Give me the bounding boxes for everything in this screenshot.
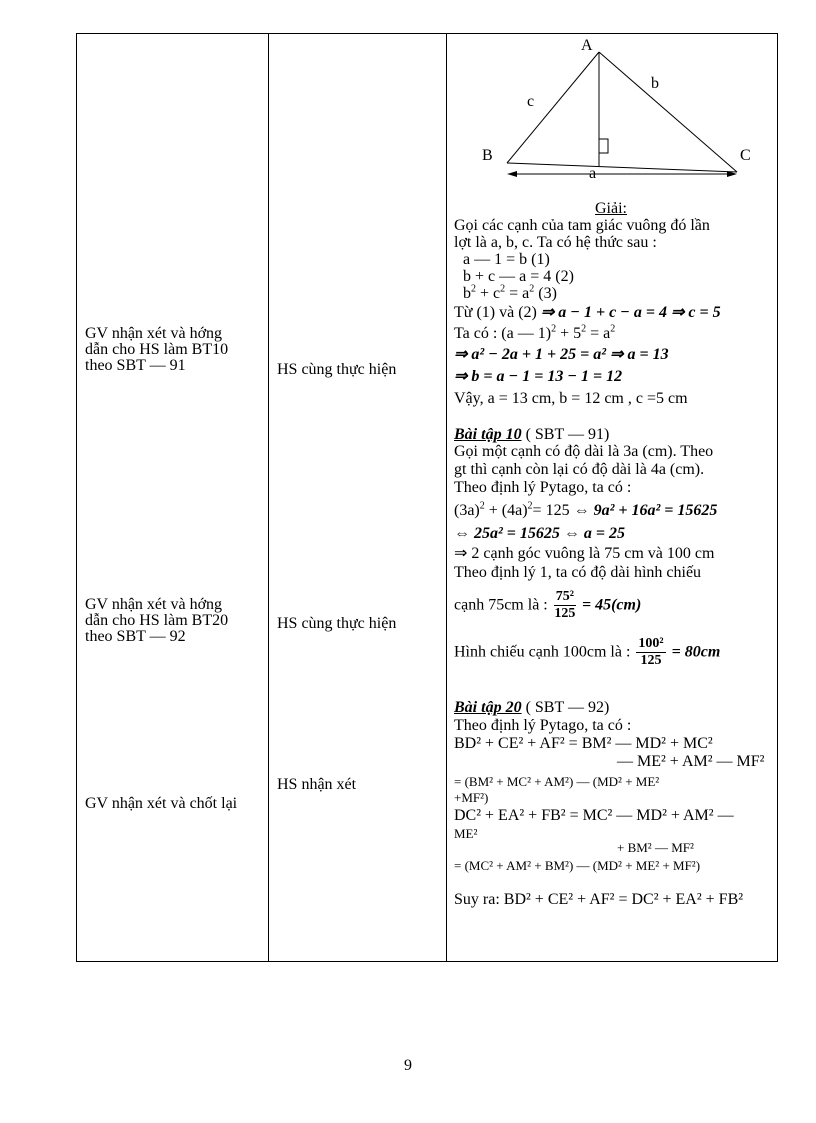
fraction: $\frac{\text{100²}}{125}$ xyxy=(638,636,664,668)
teacher-note-2: GV nhận xét và hớng dẫn cho HS làm BT20 theo SBT — 92 xyxy=(85,596,229,645)
exercise-10-line: ⇒ 2 cạnh góc vuông là 75 cm và 100 cm xyxy=(454,545,715,562)
equation-3: $b^2 + c^2 = a^2$ (3) xyxy=(463,283,557,302)
solution-line: Ta có : (a — $1)^2 + 5^2 = a^2$ xyxy=(454,323,616,342)
solution-line: Gọi các cạnh của tam giác vuông đó lần xyxy=(454,217,710,234)
vertex-c-label: C xyxy=(740,147,751,164)
exercise-10-line: Gọi một cạnh có độ dài là 3a (cm). Theo xyxy=(454,443,714,460)
student-note-1: HS cùng thực hiện xyxy=(277,361,397,378)
solution-line: lợt là a, b, c. Ta có hệ thức sau : xyxy=(454,234,657,251)
teacher-note-1: GV nhận xét và hớng dẫn cho HS làm BT10 theo SBT — 91 xyxy=(85,325,229,374)
solution-line: Từ (1) và (2) ⇒ a − 1 + c − a = 4 ⇒ c = 5 xyxy=(454,304,721,321)
exercise-20-heading: Bài tập 20 ( SBT — 92) xyxy=(454,699,610,716)
equation-2: b + c — a = 4 (2) xyxy=(463,268,574,285)
side-a-label: a xyxy=(589,165,597,182)
vertex-b-label: B xyxy=(482,147,493,164)
exercise-20-line: Theo định lý Pytago, ta có : xyxy=(454,717,632,734)
lesson-table xyxy=(76,33,778,962)
exercise-20-line: ME² xyxy=(454,826,478,841)
exercise-10-line: Theo định lý Pytago, ta có : xyxy=(454,479,632,496)
exercise-20-line: BD² + CE² + AF² = BM² — MD² + MC² xyxy=(454,735,713,752)
exercise-10-line: Theo định lý 1, ta có độ dài hình chiếu xyxy=(454,564,702,581)
side-b-label: b xyxy=(651,75,659,92)
exercise-10-line: $(3a)^2 + (4a)^2= 125$ ⇔ 9a² + 16a² = 15625 xyxy=(454,500,718,519)
solution-result: Vậy, a = 13 cm, b = 12 cm , c =5 cm xyxy=(454,390,688,407)
exercise-20-line: +MF²) xyxy=(454,790,489,805)
exercise-10-line: ⇔ 25a² = 15625 ⇔ a = 25 xyxy=(454,525,626,542)
student-note-2: HS cùng thực hiện xyxy=(277,615,397,632)
solution-line: ⇒ b = a − 1 = 13 − 1 = 12 xyxy=(454,368,623,385)
page-number: 9 xyxy=(404,1057,412,1074)
student-note-3: HS nhận xét xyxy=(277,776,357,793)
side-c-label: c xyxy=(527,93,535,110)
exercise-20-line: + BM² — MF² xyxy=(617,840,694,855)
column-divider xyxy=(446,34,447,961)
exercise-20-line: = (BM² + MC² + AM²) — (MD² + ME² xyxy=(454,774,660,789)
exercise-10-line: cạnh 75cm là : $\frac{\text{75²}}{125}$ = 45(cm) xyxy=(454,589,642,621)
column-divider xyxy=(268,34,269,961)
exercise-20-line: = (MC² + AM² + BM²) — (MD² + ME² + MF²) xyxy=(454,858,701,873)
equation-1: a — 1 = b (1) xyxy=(463,251,550,268)
fraction: $\frac{\text{75²}}{125}$ xyxy=(554,589,576,621)
exercise-10-line: gt thì cạnh còn lại có độ dài là 4a (cm). xyxy=(454,461,705,478)
vertex-a-label: A xyxy=(581,37,593,54)
solution-line: ⇒ a² − 2a + 1 + 25 = a² ⇒ a = 13 xyxy=(454,346,669,363)
teacher-note-3: GV nhận xét và chốt lại xyxy=(85,795,238,812)
exercise-20-conclusion: Suy ra: BD² + CE² + AF² = DC² + EA² + FB² xyxy=(454,891,744,908)
solution-title: Giải: xyxy=(595,200,627,217)
exercise-20-line: — ME² + AM² — MF² xyxy=(617,753,765,770)
triangle-figure xyxy=(477,34,777,184)
exercise-10-line: Hình chiếu cạnh 100cm là : $\frac{\text{100²}}{125}$ = 80cm xyxy=(454,636,721,668)
exercise-10-heading: Bài tập 10 ( SBT — 91) xyxy=(454,426,610,443)
exercise-20-line: DC² + EA² + FB² = MC² — MD² + AM² — xyxy=(454,807,734,824)
